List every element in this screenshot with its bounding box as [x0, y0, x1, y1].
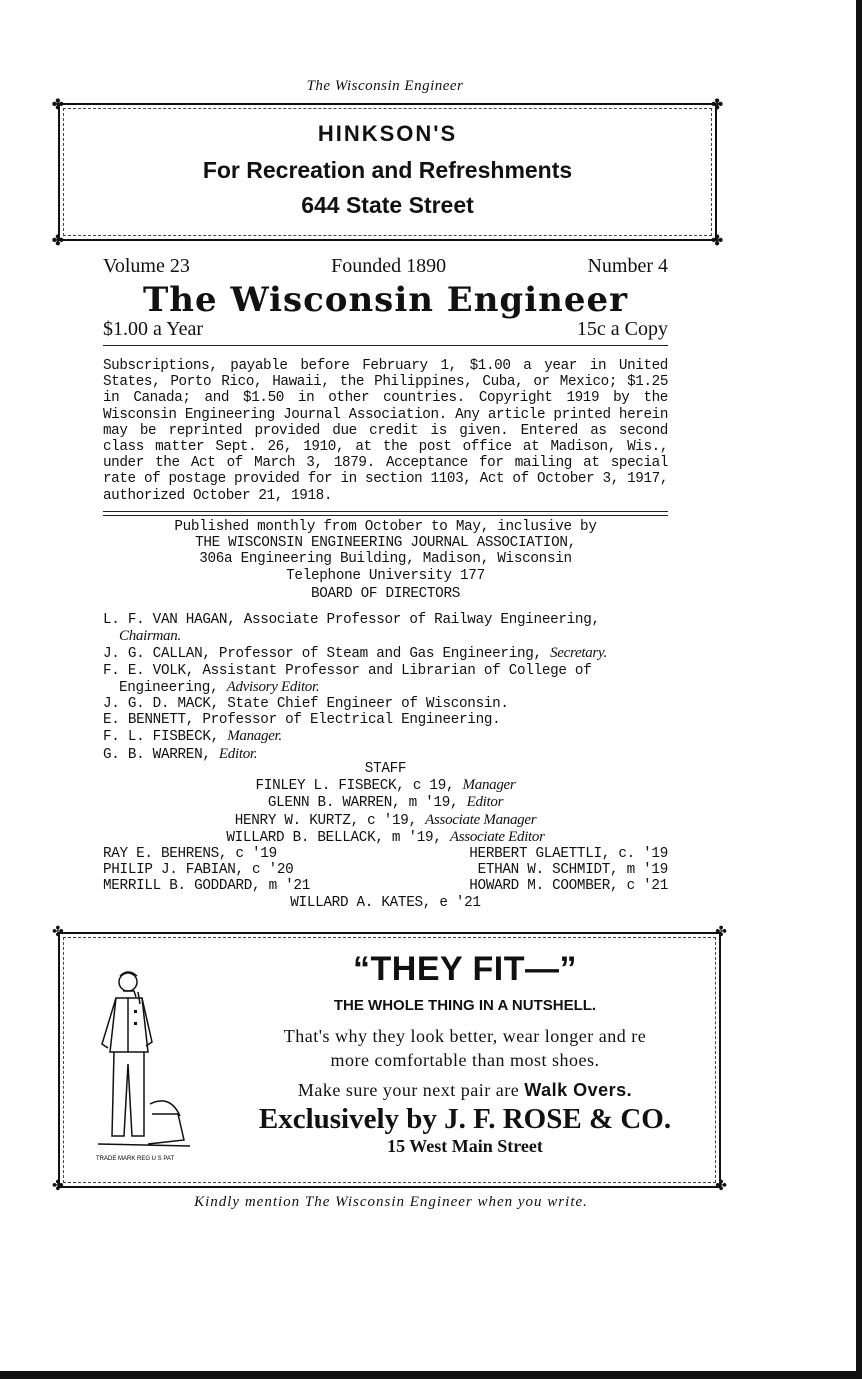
ad-subhead: THE WHOLE THING IN A NUTSHELL. [333, 997, 597, 1014]
staff-member: HENRY W. KURTZ, c '19, Associate Manager [234, 811, 537, 829]
page-edge-right [856, 0, 862, 1379]
staff-heading: STAFF [364, 761, 407, 777]
ad-seller-address: 15 West Main Street [387, 1136, 543, 1156]
publisher-info [103, 519, 668, 602]
staff-member: WILLARD B. BELLACK, m '19, Associate Editor [226, 828, 545, 846]
corner-ornament-icon: ✤ [711, 232, 723, 248]
ad-name: HINKSON'S [317, 121, 458, 146]
staff-row: RAY E. BEHRENS, c '19 HERBERT GLAETTLI, c. '19 [103, 846, 668, 863]
volume: Volume 23 [103, 255, 190, 277]
page-edge-bottom [0, 1371, 862, 1379]
staff-member: GLENN B. WARREN, m '19, Editor [267, 794, 504, 812]
corner-ornament-icon: ✤ [52, 232, 64, 248]
founded: Founded 1890 [331, 255, 447, 277]
staff-list [103, 761, 668, 911]
publisher-line: Published monthly from October to May, inclusive by [174, 519, 597, 535]
board-member: J. G. CALLAN, Professor of Steam and Gas Engineering, Secretary. [103, 645, 607, 663]
board-member: F. E. VOLK, Assistant Professor and Librarian of College of Engineering, Advisory Editor. [103, 662, 592, 696]
ad-body: That's why they look better, wear longer and re more comfortable than most shoes. [283, 1026, 647, 1070]
issue-number: Number 4 [587, 255, 668, 277]
staff-member: FINLEY L. FISBECK, c 19, Manager [255, 777, 516, 795]
hinksons-ad [52, 96, 723, 248]
staff-row: MERRILL B. GODDARD, m '21 HOWARD M. COOMBER, c '21 [103, 878, 668, 895]
board-member: F. L. FISBECK, Manager. [103, 728, 282, 746]
publisher-name: THE WISCONSIN ENGINEERING JOURNAL ASSOCIATION, [195, 535, 576, 552]
journal-title: The Wisconsin Engineer [142, 280, 629, 320]
trademark-label: TRADE MARK REG U S PAT [96, 1156, 175, 1162]
ad-seller: Exclusively by J. F. ROSE & CO. [258, 1103, 672, 1135]
price-copy: 15c a Copy [576, 318, 668, 340]
publisher-address: 306a Engineering Building, Madison, Wisconsin [199, 551, 572, 568]
masthead [103, 255, 668, 346]
corner-ornament-icon: ✤ [715, 925, 727, 940]
man-in-suit-illustration-icon [90, 964, 200, 1164]
corner-ornament-icon: ✤ [52, 925, 64, 940]
staff-row: PHILIP J. FABIAN, c '20 ETHAN W. SCHMIDT, m '19 [103, 862, 668, 879]
ad-tagline: For Recreation and Refreshments [202, 157, 573, 183]
board-member: L. F. VAN HAGAN, Associate Professor of Railway Engineering, Chairman. [103, 612, 600, 645]
publisher-phone: Telephone University 177 [286, 567, 485, 584]
board-member: E. BENNETT, Professor of Electrical Engineering. [103, 712, 501, 729]
staff-member: WILLARD A. KATES, e '21 [290, 894, 481, 911]
board-of-directors [103, 612, 668, 763]
corner-ornament-icon: ✤ [52, 1179, 64, 1194]
board-member: G. B. WARREN, Editor. [103, 745, 258, 763]
subscription-notice: Subscriptions, payable before February 1, $1.00 a year in United States, Porto Rico, Hawaii, the Philippines, Cuba, or Mexico; $1.25 in Canada; and $1.50 in other countries. Copyright 1919 by the Wisconsin Engineering Journal Association. Any article printed herein may be reprinted provided due credit is given. Entered as second class matter Sept. 26, 1910, at the post office at Madison, Wis., under the Act of March 3, 1879. Acceptance for mailing at special rate of postage provided for in section 1103, Act of October 3, 1917, authorized October 21, 1918. [103, 358, 668, 504]
board-member: J. G. D. MACK, State Chief Engineer of Wisconsin. [103, 696, 509, 713]
board-heading: BOARD OF DIRECTORS [310, 585, 461, 602]
ad-callout: Make sure your next pair are Walk Overs. [297, 1080, 633, 1100]
divider [103, 511, 668, 516]
ad-headline: “THEY FIT—” [353, 950, 577, 988]
corner-ornament-icon: ✤ [711, 96, 723, 112]
corner-ornament-icon: ✤ [715, 1179, 727, 1194]
footer-note: Kindly mention The Wisconsin Engineer when you write. [194, 1194, 588, 1210]
running-head: The Wisconsin Engineer [306, 78, 464, 94]
ad-address: 644 State Street [301, 192, 474, 218]
divider [103, 345, 668, 346]
walk-over-ad [52, 925, 727, 1194]
corner-ornament-icon: ✤ [52, 96, 64, 112]
price-year: $1.00 a Year [103, 318, 203, 340]
